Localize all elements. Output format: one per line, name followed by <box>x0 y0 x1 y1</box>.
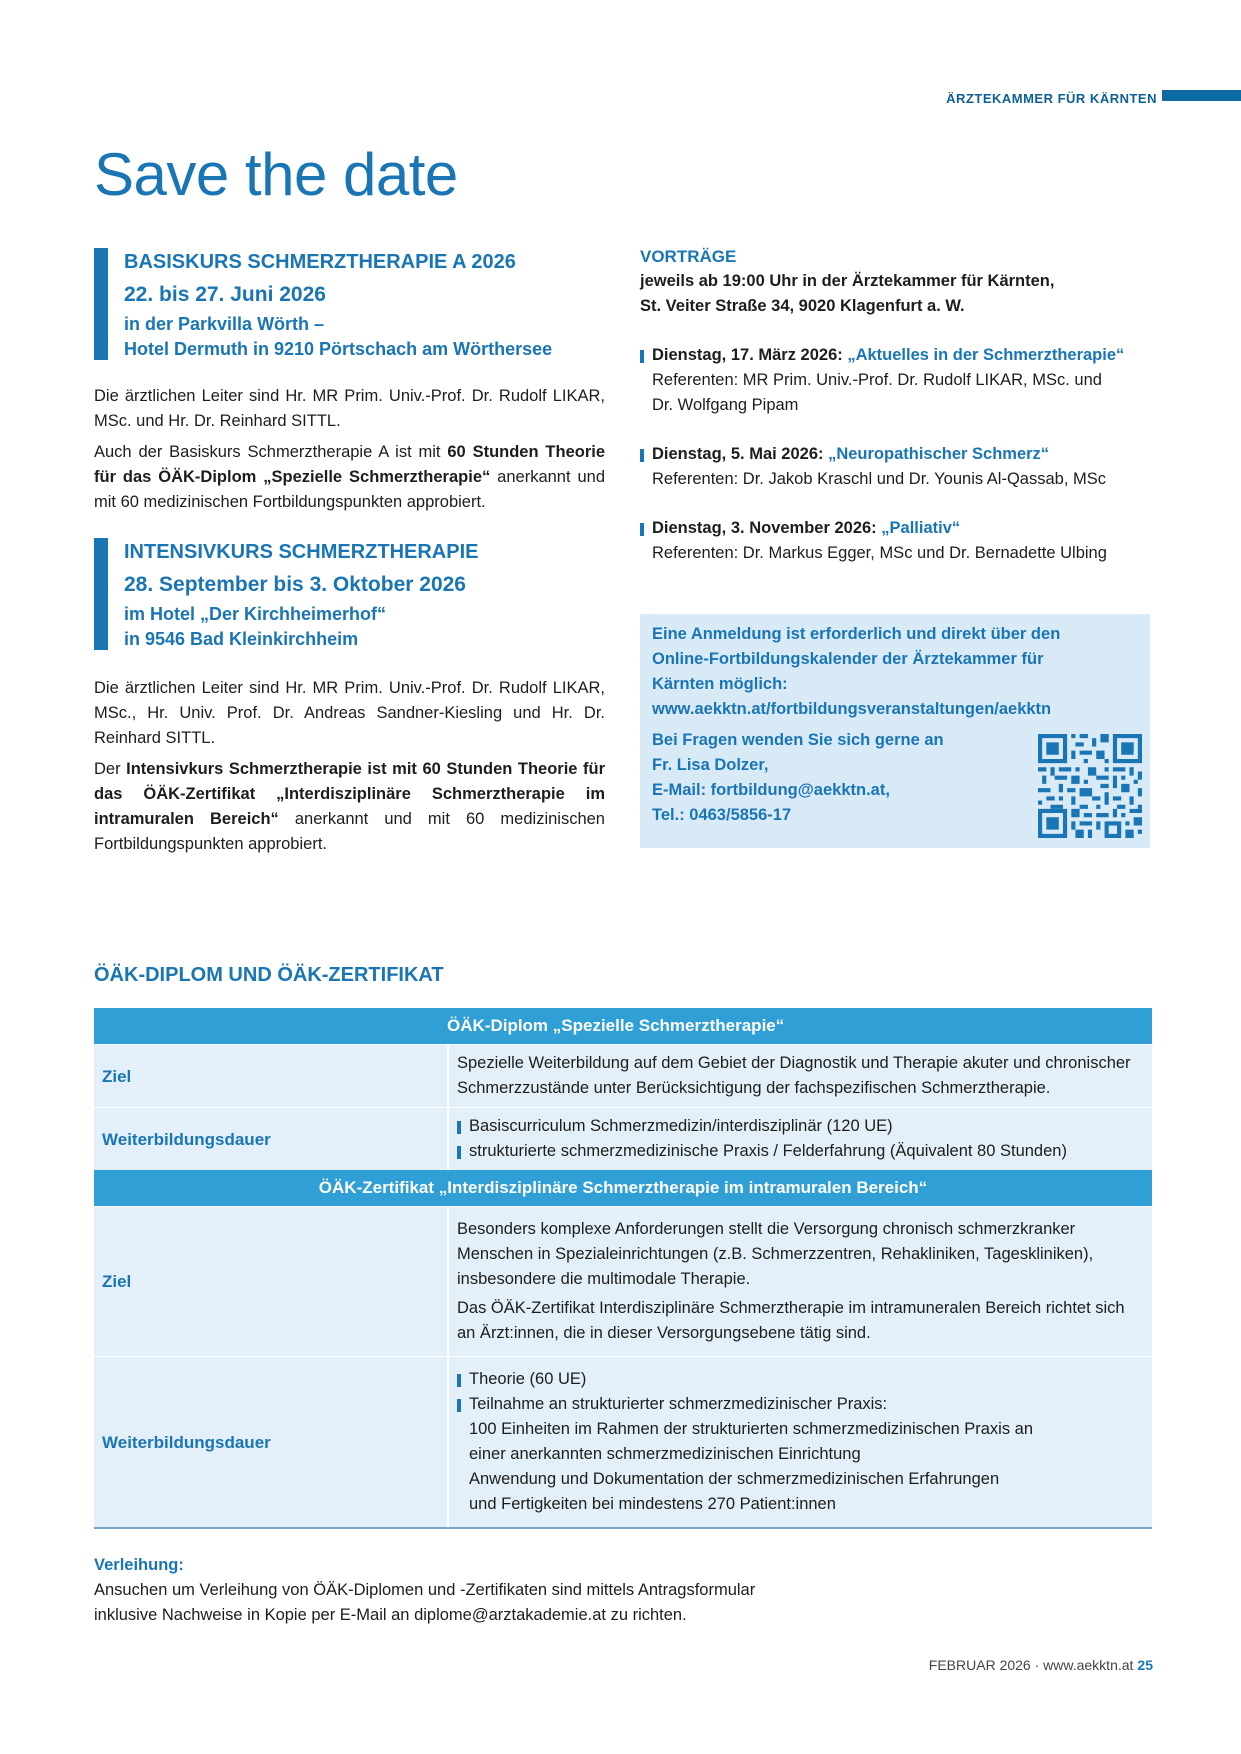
course-a-date: 22. bis 27. Juni 2026 <box>124 283 326 306</box>
registration-infobox <box>640 614 1150 848</box>
zertifikat-goal-2: Das ÖÄK-Zertifikat Interdisziplinäre Schmerztherapie im intramuneralen Bereich richtet sich an Ärzt:innen, die in dieser Versorgungsebene tätig sind. <box>457 1299 1125 1342</box>
course-a-text <box>94 384 605 521</box>
registration-line: Eine Anmeldung ist erforderlich und direkt über den <box>652 625 1061 643</box>
row-label: Weiterbildungsdauer <box>94 1108 449 1170</box>
lectures-time: jeweils ab 19:00 Uhr in der Ärztekammer für Kärnten, <box>640 272 1055 290</box>
table-row <box>94 1107 1152 1170</box>
row-content <box>449 1207 1152 1356</box>
zertifikat-duration-detail: Anwendung und Dokumentation der schmerzmedizinischen Erfahrungen <box>469 1470 1000 1488</box>
page-title: Save the date <box>94 141 458 208</box>
lecture-topic: „Neuropathischer Schmerz“ <box>828 445 1050 463</box>
award-text: Ansuchen um Verleihung von ÖÄK-Diplomen und -Zertifikaten sind mittels Antragsformular <box>94 1581 756 1599</box>
course-a-title: BASISKURS SCHMERZTHERAPIE A 2026 <box>124 251 516 273</box>
lecture-speakers: Referenten: Dr. Markus Egger, MSc und Dr. Bernadette Ulbing <box>652 544 1107 562</box>
zertifikat-header: ÖÄK-Zertifikat „Interdisziplinäre Schmerztherapie im intramuralen Bereich“ <box>318 1178 928 1197</box>
registration-line: Online-Fortbildungskalender der Ärztekammer für <box>652 650 1044 668</box>
page-number: 25 <box>1137 1657 1153 1673</box>
course-b-title: INTENSIVKURS SCHMERZTHERAPIE <box>124 541 479 563</box>
lecture-topic: „Palliativ“ <box>881 519 961 537</box>
award-text: inklusive Nachweise in Kopie per E-Mail an diplome@arztakademie.at zu richten. <box>94 1606 687 1624</box>
lectures-address: St. Veiter Straße 34, 9020 Klagenfurt a. W. <box>640 297 965 315</box>
zertifikat-duration-item: Teilnahme an strukturierter schmerzmedizinischer Praxis: <box>457 1392 1144 1417</box>
course-a-location-1: in der Parkvilla Wörth – <box>124 314 325 334</box>
diplom-header: ÖÄK-Diplom „Spezielle Schmerztherapie“ <box>447 1016 785 1035</box>
lecture-item <box>640 442 1160 492</box>
lectures-heading: VORTRÄGE <box>640 247 737 266</box>
registration-link[interactable]: www.aekktn.at/fortbildungsveranstaltungen/aekktn <box>652 700 1052 718</box>
registration-line: Kärnten möglich: <box>652 675 788 693</box>
table-heading: ÖÄK-DIPLOM UND ÖÄK-ZERTIFIKAT <box>94 964 444 986</box>
course-b-date: 28. September bis 3. Oktober 2026 <box>124 573 466 596</box>
contact-email[interactable]: E-Mail: fortbildung@aekktn.at, <box>652 781 890 799</box>
diplom-duration-item: strukturierte schmerzmedizinische Praxis / Felderfahrung (Äquivalent 80 Stunden) <box>457 1139 1144 1164</box>
lecture-speakers-cont: Dr. Wolfgang Pipam <box>652 396 799 414</box>
zertifikat-duration-detail: 100 Einheiten im Rahmen der strukturierten schmerzmedizinischen Praxis an <box>469 1420 1034 1438</box>
diplom-goal: Spezielle Weiterbildung auf dem Gebiet der Diagnostik und Therapie akuter und chronischer Schmerzzustände unter Berücksichtigung der fachspezifischen Schmerztherapie. <box>457 1054 1131 1097</box>
table-row <box>94 1356 1152 1529</box>
course-b-recognition: Der Intensivkurs Schmerztherapie ist mit 60 Stunden Theorie für das ÖÄK-Zertifikat „Interdisziplinäre Schmerztherapie im intramuralen Bereich“ anerkannt und mit 60 medizinischen Fortbildungspunkten approbiert. <box>94 760 605 853</box>
row-content <box>449 1108 1152 1170</box>
row-content <box>449 1045 1152 1107</box>
lecture-date: Dienstag, 3. November 2026: <box>652 519 882 537</box>
lecture-topic: „Aktuelles in der Schmerztherapie“ <box>847 346 1125 364</box>
lecture-item <box>640 343 1160 418</box>
zertifikat-duration-item: Theorie (60 UE) <box>457 1367 1144 1392</box>
contact-name: Fr. Lisa Dolzer, <box>652 756 769 774</box>
table-section-header <box>94 1170 1152 1206</box>
lectures-section <box>640 244 1160 566</box>
course-b-location-2: in 9546 Bad Kleinkirchheim <box>124 629 359 649</box>
course-b-text <box>94 676 605 863</box>
row-label: Ziel <box>94 1045 449 1107</box>
course-a-header <box>94 246 644 362</box>
lecture-item <box>640 516 1160 566</box>
row-content <box>449 1357 1152 1527</box>
page-footer <box>929 1653 1153 1678</box>
lecture-speakers: Referenten: Dr. Jakob Kraschl und Dr. Younis Al-Qassab, MSc <box>652 470 1106 488</box>
course-a-recognition: Auch der Basiskurs Schmerztherapie A ist mit 60 Stunden Theorie für das ÖÄK-Diplom „Spezielle Schmerztherapie“ anerkannt und mit 60 medizinischen Fortbildungspunkten approbiert. <box>94 443 606 511</box>
lecture-date: Dienstag, 5. Mai 2026: <box>652 445 829 463</box>
course-b-location-1: im Hotel „Der Kirchheimerhof“ <box>124 604 387 624</box>
lecture-speakers: Referenten: MR Prim. Univ.-Prof. Dr. Rudolf LIKAR, MSc. und <box>652 371 1102 389</box>
table-row <box>94 1206 1152 1356</box>
course-b-header <box>94 536 644 652</box>
lecture-date: Dienstag, 17. März 2026: <box>652 346 848 364</box>
course-a-leaders: Die ärztlichen Leiter sind Hr. MR Prim. Univ.-Prof. Dr. Rudolf LIKAR, MSc. und Hr. Dr. Reinhard SITTL. <box>94 387 605 430</box>
award-heading: Verleihung: <box>94 1556 184 1574</box>
publisher-name: ÄRZTEKAMMER FÜR KÄRNTEN <box>946 91 1157 106</box>
course-a-bar <box>94 248 108 360</box>
course-b-leaders: Die ärztlichen Leiter sind Hr. MR Prim. Univ.-Prof. Dr. Rudolf LIKAR, MSc., Hr. Univ. Prof. Dr. Andreas Sandner-Kiesling und Hr. Dr. Reinhard SITTL. <box>94 679 605 747</box>
contact-phone: Tel.: 0463/5856-17 <box>652 806 792 824</box>
zertifikat-duration-detail: einer anerkannten schmerzmedizinischen Einrichtung <box>469 1445 861 1463</box>
zertifikat-duration-detail: und Fertigkeiten bei mindestens 270 Patient:innen <box>469 1495 836 1513</box>
row-label: Weiterbildungsdauer <box>94 1357 449 1527</box>
table-section-header <box>94 1008 1152 1044</box>
zertifikat-goal: Besonders komplexe Anforderungen stellt die Versorgung chronisch schmerzkranker Menschen in Spezialeinrichtungen (z.B. Schmerzzentren, Rehakliniken, Tageskliniken), insbesondere die multimodale Therapie. <box>457 1220 1094 1288</box>
qualification-table <box>94 1008 1152 1529</box>
course-b-bar <box>94 538 108 650</box>
table-row <box>94 1044 1152 1107</box>
row-label: Ziel <box>94 1207 449 1356</box>
contact-line: Bei Fragen wenden Sie sich gerne an <box>652 731 944 749</box>
course-a-location-2: Hotel Dermuth in 9210 Pörtschach am Wörthersee <box>124 339 553 359</box>
header-accent-bar <box>1162 90 1241 101</box>
diplom-duration-item: Basiscurriculum Schmerzmedizin/interdisziplinär (120 UE) <box>457 1114 1144 1139</box>
award-section <box>94 1553 894 1628</box>
qr-code-icon <box>1038 734 1142 838</box>
footer-text: FEBRUAR 2026 · www.aekktn.at <box>928 1657 1134 1673</box>
